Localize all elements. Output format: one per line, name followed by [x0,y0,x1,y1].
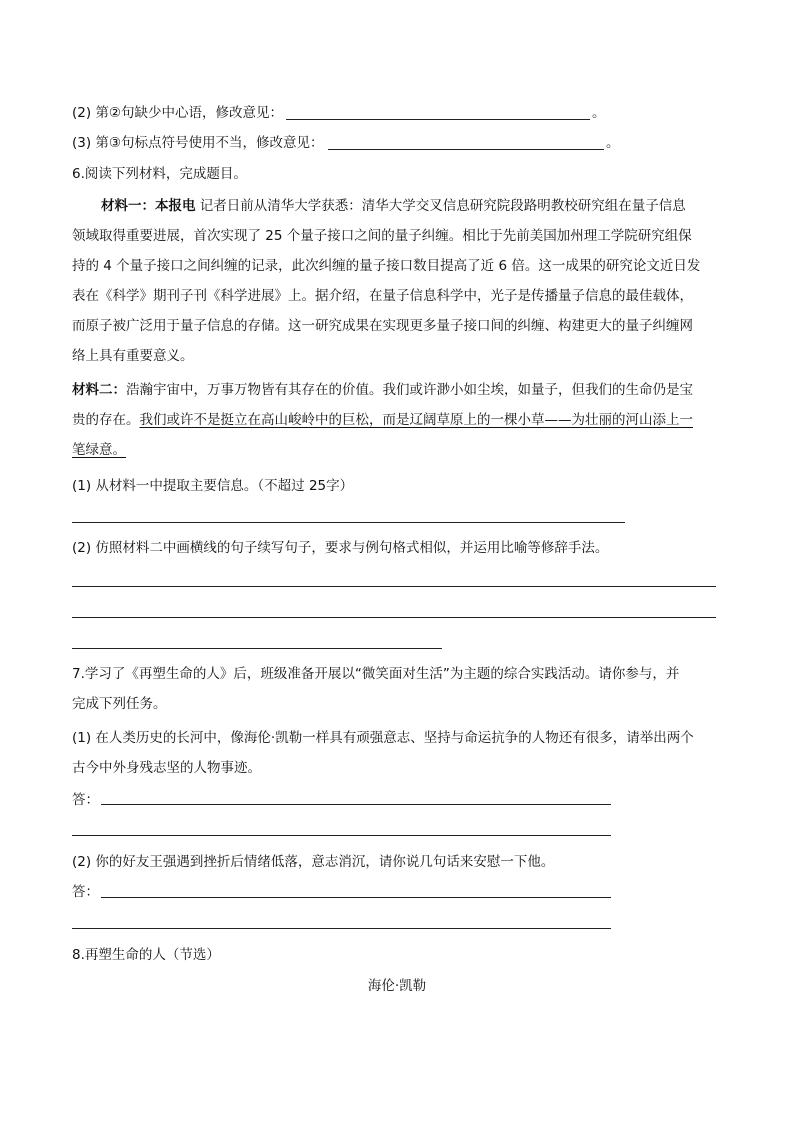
q6-material2-line2 [72,410,693,430]
q6-material2-underlined-sentence: 我们或许不是挺立在高山峻岭中的巨松，而是辽阔草原上的一棵小草——为壮丽的河山添上一 [139,412,693,428]
q7-sub1-answer-line-1[interactable] [101,804,611,805]
q8-author: 海伦·凯勒 [367,978,427,994]
q6-material1-line3: 持的 4 个量子接口之间纠缠的记录，此次纠缠的量子接口数目提高了近 6 倍。这一成果的研究论文近日发 [72,258,701,274]
q6-material1-line6: 络上具有重要意义。 [72,348,194,364]
q6-sub1-answer-line[interactable] [72,522,625,523]
q6-material2-label: 材料二： [72,382,126,398]
q6-sub2-answer-line-3[interactable] [72,648,442,649]
q8-title: 8.再塑生命的人（节选） [72,947,220,963]
q7-sub1-answer-label: 答： [72,792,99,808]
q5-item3-end: 。 [606,135,620,151]
q6-material1-line5: 而原子被广泛用于量子信息的存储。这一研究成果在实现更多量子接口间的纠缠、构建更大的量子纠缠网 [72,318,693,334]
q6-sub1: (1) 从材料一中提取主要信息。（不超过 25字） [72,478,354,494]
q7-sub1-line2: 古今中外身残志坚的人物事迹。 [72,760,261,776]
q5-item2 [72,103,283,123]
q6-material2-line1 [72,380,693,400]
q5-item2-end: 。 [592,105,606,121]
q7-line1: 7.学习了《再塑生命的人》后，班级准备开展以“微笑面对生活”为主题的综合实践活动。请你参与，并 [72,666,680,682]
q6-sub2-answer-line-1[interactable] [72,586,716,587]
q5-item3-blank[interactable] [328,149,604,150]
q5-item2-blank[interactable] [286,119,590,120]
q7-line2: 完成下列任务。 [72,696,167,712]
q6-material1-label: 材料一：本报电 [101,198,196,214]
q6-material1-line2: 领域取得重要进展，首次实现了 25 个量子接口之间的量子纠缠。相比于先前美国加州理工学院研究组保 [72,228,692,244]
q6-material2-text-2: 贵的存在。 [72,412,140,428]
q6-material1-text: 记者日前从清华大学获悉：清华大学交叉信息研究院段路明教校研究组在量子信息 [199,198,686,214]
q6-material2-line3 [72,440,126,460]
q6-sub2: (2) 仿照材料二中画横线的句子续写句子，要求与例句格式相似，并运用比喻等修辞手法。 [72,540,609,556]
q7-sub2-answer-line-2[interactable] [72,928,611,929]
q7-sub2-answer-label: 答： [72,884,99,900]
q5-item3 [72,133,324,153]
q7-sub1-answer-line-2[interactable] [72,835,611,836]
q6-title: 6.阅读下列材料，完成题目。 [72,166,247,182]
q6-material2-text: 浩瀚宇宙中，万事万物皆有其存在的价值。我们或许渺小如尘埃，如量子，但我们的生命仍是宝 [126,382,693,398]
q6-sub2-answer-line-2[interactable] [72,617,716,618]
q6-material2-underlined-end: 笔绿意。 [72,442,126,458]
q5-item2-text: (2) 第②句缺少中心语，修改意见： [72,105,284,121]
q7-sub2-answer-line-1[interactable] [101,897,611,898]
q6-material1-line1 [101,196,686,216]
q5-item3-text: (3) 第③句标点符号使用不当，修改意见： [72,135,324,151]
q7-sub1-line1: (1) 在人类历史的长河中，像海伦·凯勒一样具有顽强意志、坚持与命运抗争的人物还有很多，请举出两个 [72,730,694,746]
q7-sub2: (2) 你的好友王强遇到挫折后情绪低落，意志消沉，请你说几句话来安慰一下他。 [72,854,555,870]
q6-material1-line4: 表在《科学》期刊子刊《科学进展》上。据介绍，在量子信息科学中，光子是传播量子信息的最佳载体， [72,288,693,304]
